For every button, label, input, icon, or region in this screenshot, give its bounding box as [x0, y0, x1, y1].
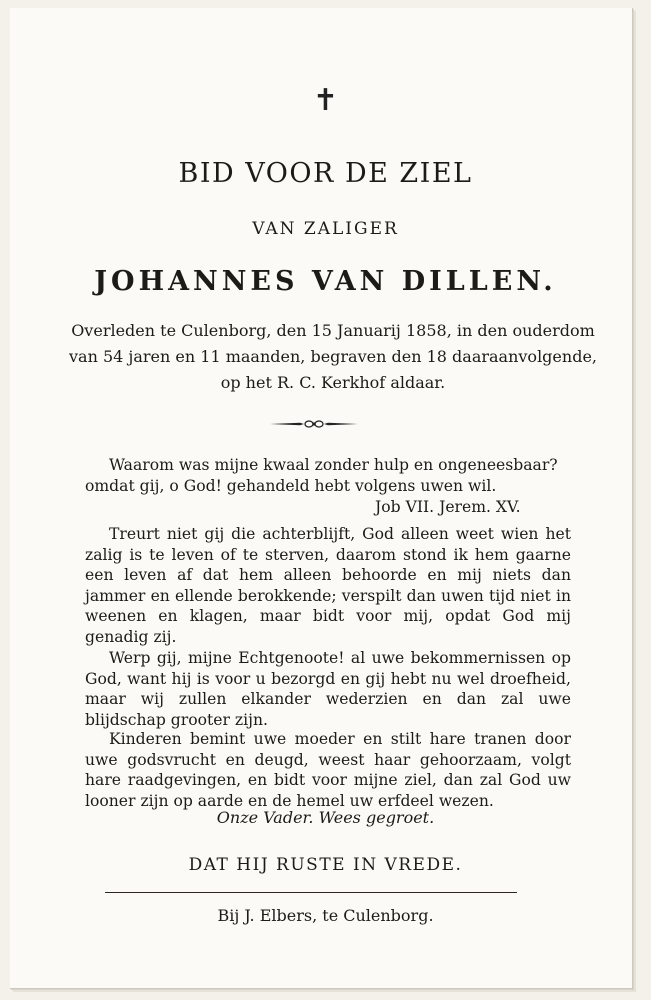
prayer-line: Onze Vader. Wees gegroet. — [216, 808, 435, 827]
verse-paragraph-2: Treurt niet gij die achterblijft, God alleen weet wien het zalig is te leven of te sterven, daarom stond ik hem gaarne een leven af dat hem alleen behoorde en mij niets dan jammer en ellende berokkende; verspilt dan uwen tijd niet in weenen en klagen, maar bidt voor mij, opdat God mij genadig zij. — [85, 525, 571, 646]
divider-rule — [105, 892, 517, 893]
card-title: BID VOOR DE ZIEL — [178, 158, 473, 189]
scripture-reference: Job VII. Jerem. XV. — [375, 498, 521, 516]
closing-line: DAT HIJ RUSTE IN VREDE. — [188, 855, 463, 875]
card-subtitle: VAN ZALIGER — [252, 219, 399, 239]
verse-paragraph-3: Werp gij, mijne Echtgenoote! al uwe bekommernissen op God, want hij is voor u bezorgd en gij hebt nu wel droefheid, maar wij zullen elkander wederzien en dan zal uwe blijdschap grooter zijn. — [85, 649, 571, 729]
printer-imprint: Bij J. Elbers, te Culenborg. — [217, 906, 434, 925]
deceased-name: JOHANNES VAN DILLEN. — [94, 266, 557, 297]
cross-icon: ✝ — [312, 83, 339, 118]
verse-paragraph-4: Kinderen bemint uwe moeder en stilt hare tranen door uwe godsvrucht en deugd, weest haar gehoorzaam, volgt hare raadgevingen, en bidt voor mijne ziel, dan zal God uw looner zijn op aarde en de hemel uw erfdeel wezen. — [85, 730, 571, 810]
obituary-text: Overleden te Culenborg, den 15 Januarij 1858, in den ouderdom van 54 jaren en 11 maanden, begraven den 18 daaraanvolgende, op het R. C. Kerkhof aldaar. — [68, 321, 597, 392]
memorial-card — [10, 8, 633, 989]
ornament-divider-icon — [270, 418, 358, 430]
verse-paragraph-1: Waarom was mijne kwaal zonder hulp en ongeneesbaar? omdat gij, o God! gehandeld hebt volgens uwen wil. — [85, 456, 558, 495]
